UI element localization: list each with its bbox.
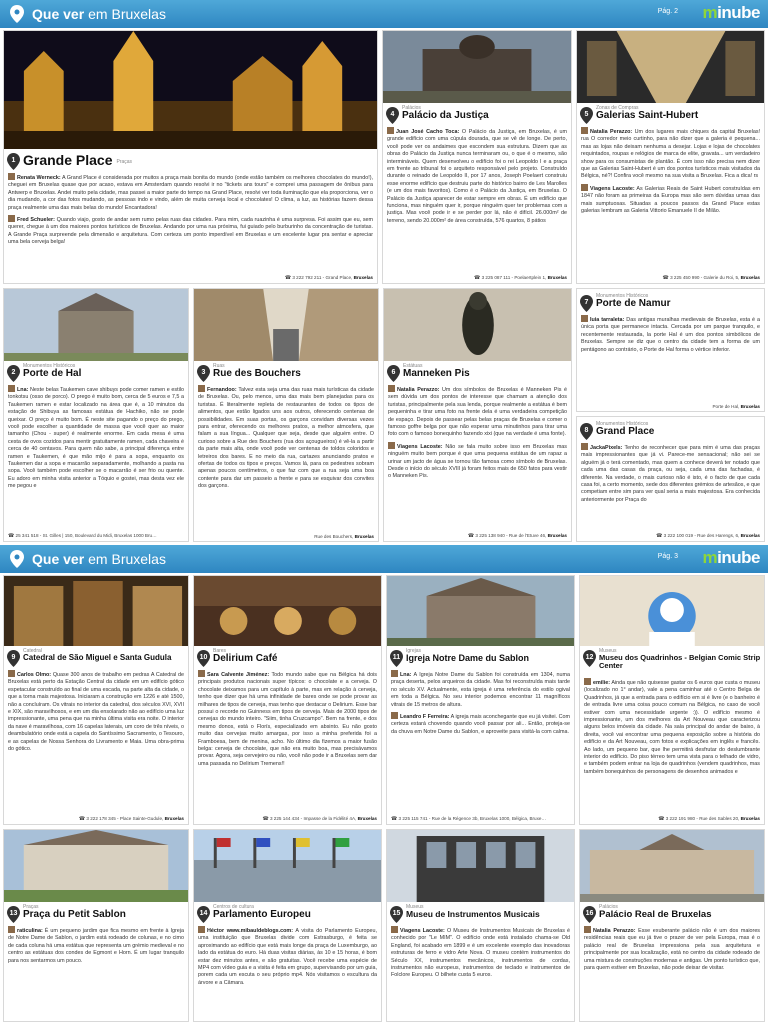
review-list: [388, 385, 567, 529]
review: Sara Calvente Jiménez: Todo mundo sabe que na Bélgica há dois principais produtos nacionais super típicos: o chocolate e a cerveja. O chocolate deixamos para um capítulo à parte, mas em relação à cerveja, tenho que dizer que há uma infinidade de bares onde se pode provar as milhares de tipos de cerveja, mas tenho que destacar o Delirium. Esse bar possui o recorde no Guinness em tipos de cerveja. Mais de 2000 tipos de cervejas do mundo inteiro. "Siim, tinha Cruzcampo". Bem na frente, e dos mesmo donos, está o Florís, especializado em absinto. Eu não gosto muito das cervejas muito amargas, por isso a minha preferida foi a Framboesa, bem de menina, acho. No último dia fizemos a maior fusão belga: cerveja de chocolate, que não era muito boa, mas precisávamos provar. Agora, seja cervejeiro ou não, você não pode ir a Bruxelas sem dar uma passada no Delirium Tremens!!: [198, 672, 377, 767]
attraction-category: Monumentos Históricos: [596, 421, 649, 427]
attraction-title: Catedral de São Miguel e Santa Gudula: [23, 653, 172, 662]
photo: [194, 289, 378, 361]
review-list: [581, 443, 760, 529]
svg-text:15: 15: [392, 910, 401, 917]
svg-text:6: 6: [391, 369, 396, 376]
attraction-card: [576, 416, 765, 542]
svg-text:5: 5: [584, 111, 589, 118]
top-banner: [0, 0, 768, 28]
attraction-card: [3, 288, 189, 542]
location-marker-icon: [7, 365, 20, 382]
attraction-title: Grande Place: [23, 152, 113, 168]
svg-text:9: 9: [11, 654, 16, 661]
attraction-category: Praças: [23, 904, 39, 910]
review: Lna: A Igreja Notre Dame du Sablon foi construída em 1304, numa praça deserta, pelos arqueiros da cidade. Mas foi reconstruída mais tarde no século XV. Actualmente, esta igreja é uma referência do estilo ogival em toda a Bélgica. No seu interior podemos encontrar 11 magníficos vitrais de 15 metros de altura.: [391, 672, 570, 708]
avatar: [581, 184, 588, 191]
attraction-title: Igreja Notre Dame du Sablon: [406, 653, 530, 663]
review-list: [198, 670, 377, 812]
photo: [387, 576, 574, 646]
review: Lna: Neste belas Taukemen cave shibuys pode comer ramen e estilo tonkotsu (osso de porco). O prego é muito bom, cerca de 5 euros e 7,5 a Taukemen ramen e estar localizado na área que é, a 10 minutos da estação de Shibuya as famosas estátua de Hachiko, não se pode queixar. O preço é muito bom. É neste site pagando o preço do prego, você pode escolher a quantidade de massa que você quer ao maior tamanho (Chou - super) é realmente enorme. Em cada mesa é uma cesta de ovos cozidos para mentir gratuitamente ramen, cada chaveira é cerca de 40 centavos. Para quem não sabe, a principal diferença entre ramen e Taukemen, é que mão mijo é para a sopa, enquanto os Taukemen dar a sopa e macarrão separadamente, molhando a pasta na sopa. Você também pode escolher se o macarrão é ser frio ou quente. Eu adoro em minha visita anterior a Tóquio e gostei, mas desta vez ele me pegou e: [8, 387, 184, 490]
attraction-title: Rue des Bouchers: [213, 368, 301, 379]
review: JackaPixels: Tenho de reconhecer que para mim é uma das praças mais impressionantes que já vi. Parece-me sensacional; não sei se alguém já o terá comentado, mas quem a conhece deverá ter notado que cada uma das casas da praça, ou seja, cada uma das fachadas, é diferente. Na verdade, o mais curioso não é isto, é o facto de que cada casa foi, a certo momento, sede dos diferentes grémios de artesãos, e que competiam entre sim para ver qual seria a mais majestosa. Era conhecida anteriormente por Praça do: [581, 445, 760, 503]
contact-footer: ☎ 3 225 144 434 - Impasse de la Fidélité 4A, Bruxelas: [262, 816, 377, 822]
location-marker-icon: [583, 906, 596, 923]
photo: [194, 576, 381, 646]
contact-footer: ☎ 25 341 518 - St. Gilles | 150, Boulevard du Midi, Bruxelas 1000 Bru…: [8, 533, 157, 539]
attraction-title: Palácio da Justiça: [402, 110, 489, 121]
avatar: [198, 670, 205, 677]
location-marker-icon: [580, 423, 593, 440]
location-marker-icon: [197, 365, 210, 382]
attraction-category: Ruas: [213, 363, 225, 369]
photo: [194, 830, 381, 902]
location-marker-icon: [390, 906, 403, 923]
attraction-category: Monumentos Históricos: [596, 293, 649, 299]
svg-text:7: 7: [584, 299, 589, 306]
review: Iuia tarraleta: Das antigas muralhas medievais de Bruxelas, esta é a única porta que permanece intacta. Cercada por um parque tranquilo, e recentemente restaurada, la porte Hal é um dos pontos simbólicos de Bruxelas. Sempre se diz que o centro da cidade tem a forma de um pentágono ao contrário, o Porte de Hal forma o vértice inferior.: [581, 317, 760, 353]
attraction-category: Igrejas: [406, 648, 422, 654]
review: Juan José Cacho Toca: O Palácio da Justiça, em Bruxelas, é um grande edifício com uma cúpula dourada, que se vê de longe. De perto, você pode ver os andaimes que escondem sua estrutura. Dizem que as obras do Palácio da Justiça nunca terminaram ou, o que é o mesmo, são intermináveis. Quem desenvolveu o edifício foi o rei Leopoldo I e a praça em frente ao tribunal foi o arquiteto responsável pelo projeto. Construído durante o reinado de Leopoldo II, por 17 anos, Joseph Poelaert construiu esse enorme edifício que destruiu parte do histórico bairro de Les Marolles (e um dos mais favoritos). Como é o Palácio da Justiça, em Bruxelas. O Palácio da Justiça aparecer de estar sempre em obras. É um edifício que funciona, mas ninguém quer ir, porque ninguém quer ter problemas com a justiça. Mas você pode ir e se perder por lá, não é difícil. 26.000m² de terreno, sendo 20.000m² de área construída, 576 quartos, 8 pátios: [387, 129, 567, 224]
phone-icon: ☎: [8, 533, 15, 539]
location-marker-icon: [7, 906, 20, 923]
attraction-category: Catedral: [23, 648, 42, 654]
attraction-card: [386, 575, 575, 825]
attraction-card: [3, 30, 378, 284]
svg-text:10: 10: [199, 654, 208, 661]
contact-footer: ☎ 3 225 450 990 - Galerie du Roi, 5, Bruxelas: [662, 275, 760, 281]
avatar: [387, 127, 394, 134]
review: emilie: Ainda que não quisesse gastar os 6 euros que custa o museu (localizado no 1° andar), vale a pena caminhar até o Centro Belga de Quadrinhos, já que a entrada para o edifício em si é livre (e o banheiro é de entrada livre uma coisa pouco comum na Bélgica, no caso de você estiver com uma necessidade urgente :)). O edifício mesmo é impressionante, um dos melhores da Art Nouveau que caracterizou alguns belos imóveis da cidade. Na sala principal do andar de baixo, à direita, você vai encontrar uma pequena exposição sobre a história do edifício e da Art Nouveau, com fotos e explicações em inglês e francês. Ao lado, um pequeno bar, que lhe permitirá desfrutar do deslumbrante interior do edifício. Do piso térreo tem uma vista para o telhado de vidro, e também podem entrar na loja de quadrinhos (vendem quadrinhos, mas também bonequinhos de personagens de desenhos animados e: [584, 680, 760, 775]
photo: [580, 576, 764, 646]
review: Viagens Lacoste: O Museu de Instrumentos Musicais de Bruxelas é conhecido por "Le MIM". O edifício onde está instalado chama-se Old England, foi acabado em 1899 e é um excelente exemplo das inovadoras estruturas de ferro e vidro Arte Nova. O museu contém instrumentos do Século XX, instrumentos mecânicos, instrumentos de cordas, instrumentos não europeus, instrumentos de teclado e instrumentos de Folclore Europeu. O bilhete custa 5 euros.: [391, 928, 570, 979]
attraction-title: Museu de Instrumentos Musicais: [406, 909, 540, 919]
location-marker-icon: [7, 650, 20, 667]
map-pin-icon: [10, 5, 24, 23]
photo: [577, 31, 764, 103]
photo: [383, 31, 571, 103]
phone-icon: ☎: [474, 275, 481, 281]
phone-icon: ☎: [467, 533, 475, 539]
location-marker-icon: [197, 650, 210, 667]
contact-footer: ☎ 3 222 100 019 - Rue des Harengs, 6, Bruxelas: [656, 533, 760, 539]
attraction-category: Praças: [116, 159, 133, 165]
map-pin-icon: [10, 550, 24, 568]
attraction-title: Delirium Café: [213, 653, 278, 664]
review-list: [8, 173, 373, 271]
avatar: [388, 385, 395, 392]
banner-title-rest: em Bruxelas: [88, 6, 166, 22]
phone-icon: ☎: [658, 816, 665, 822]
review: Héctor www.mibauldeblogs.com: A visita do Parlamento Europeu, uma instituição que Bruxelas divide com Estrasburgo, é feita se aproximando ao edifício que está mais longe da praça de Luxemburgo, ao lado da estátua do euro. Há duas visitas diárias, às 10 e 15 horas, é bom estar dez minutos antes, e são gratuitas. Você recebe uma espécie de MP4 com vídeo guia e a visita é feita em grupo, supervisando por um guia, porem cada um escuta o seu próprio mp4. Nós visitamos o escultura da árvore e a Câmara.: [198, 928, 377, 986]
review-list: [198, 926, 377, 1017]
avatar: [391, 712, 398, 719]
attraction-card: [3, 575, 189, 825]
attraction-category: Centros de cultura: [213, 904, 254, 910]
avatar: [391, 926, 398, 933]
attraction-title: Porte de Namur: [596, 298, 671, 309]
phone-icon: ☎: [656, 533, 663, 539]
phone-icon: ☎: [662, 275, 669, 281]
attraction-title: Grand Place: [596, 426, 655, 437]
location-marker-icon: [580, 107, 593, 124]
review-list: [8, 385, 184, 529]
attraction-card: [579, 829, 765, 1022]
review-list: [8, 926, 184, 1017]
avatar: [198, 385, 205, 392]
attraction-category: Bares: [213, 648, 227, 654]
svg-text:11: 11: [392, 654, 401, 661]
attraction-card: [3, 829, 189, 1022]
svg-text:12: 12: [585, 654, 594, 661]
attraction-title: Manneken Pis: [403, 368, 470, 379]
attraction-category: Estátuas: [403, 363, 423, 369]
attraction-card: [193, 288, 379, 542]
avatar: [198, 926, 205, 933]
contact-footer: ☎ 3 222 191 980 - Rue des Sables 20, Bruxelas: [658, 816, 760, 822]
review: Renata Werneck: A Grand Place é considerada por muitos a praça mais bonita do mundo (onde estão também os melhores chocolates do mundo!), cheguei em Bruxelas quase que por acaso, estava em Amsterdam quando resolvi ir no "tickets ans tours" e comprei uma passagem de ônibus para Antwerp e Bruxelas. Andei muito pela cidade, mas passei a maior parte do tempo na Grand Place, resolvi ver toda iluminação que ela proporciona, ver o dia mudando, a cor das fotos mudando, as pessoas indo e vindo, além de muita cerveja local e chocolates! O clima, a luz, as histórias fazem dessa praça realmente uma das mais belas do mundo! Encantadora!: [8, 175, 373, 211]
phone-icon: ☎: [284, 275, 292, 281]
attraction-card: [193, 575, 382, 825]
attraction-category: Palácios: [599, 904, 618, 910]
phone-icon: ☎: [391, 816, 398, 822]
photo: [384, 289, 571, 361]
attraction-title: Palácio Real de Bruxelas: [599, 909, 712, 920]
avatar: [8, 926, 15, 933]
review-list: [387, 127, 567, 271]
page-number: Pág. 3: [657, 553, 678, 560]
review-list: [391, 670, 570, 812]
attraction-title: Praça du Petit Sablon: [23, 909, 126, 920]
review: Fred Schueler: Quando viajo, gosto de andar sem rumo pelas ruas das cidades. Para mim, cada ruazinha é uma surpresa. Foi assim que eu, sem querer, chegue à um dos maiores pontos turísticos de Bruxelas. Andando por uma rua próxima, fui guiado pelo burburinho da concentração de turistas. A Grande Praça surpreende pela dimensão e arquitetura. Com certeza um ponto imperdível em Bruxelas e um excelente lugar pra sentar e apreciar uma bela cerveja belga!: [8, 217, 373, 246]
attraction-title: Parlamento Europeu: [213, 909, 311, 920]
review-list: [581, 315, 760, 399]
svg-text:16: 16: [585, 910, 594, 917]
attraction-card: [193, 829, 382, 1022]
svg-text:3: 3: [201, 369, 206, 376]
contact-footer: ☎ 3 225 138 940 - Rue de l'Etuve 46, Bruxelas: [467, 533, 567, 539]
minube-logo: minube: [702, 548, 760, 567]
attraction-title: Porte de Hal: [23, 368, 82, 379]
banner-title-bold: Que ver: [32, 551, 85, 567]
attraction-title: Galerias Saint-Hubert: [596, 110, 699, 121]
review-list: [581, 127, 760, 271]
review-list: [8, 670, 184, 812]
review-list: [198, 385, 374, 529]
location-marker-icon: [387, 365, 400, 382]
svg-text:1: 1: [11, 157, 16, 164]
avatar: [581, 443, 588, 450]
location-marker-icon: [7, 153, 20, 170]
review-list: [584, 678, 760, 812]
contact-footer: Rue des Bouchers, Bruxelas: [314, 534, 374, 539]
review-list: [584, 926, 760, 1017]
attraction-card: [576, 30, 765, 284]
contact-footer: ☎ 3 222 792 211 - Grand Place, Bruxelas: [284, 275, 373, 281]
photo: [580, 830, 764, 902]
attraction-category: Museus: [406, 904, 424, 910]
attraction-card: [579, 575, 765, 825]
bottom-banner: [0, 545, 768, 573]
svg-text:13: 13: [9, 910, 18, 917]
banner-title-bold: Que ver: [32, 6, 85, 22]
location-marker-icon: [390, 650, 403, 667]
minube-logo: minube: [702, 3, 760, 22]
avatar: [581, 315, 588, 322]
attraction-category: Monumentos Históricos: [23, 363, 76, 369]
photo: [4, 830, 188, 902]
attraction-category: Museus: [599, 648, 617, 654]
review: Viagens Lacoste: Não se fala muito sobre isso em Bruxelas mas ninguém muito bem porque é que uma pequena estátua de um rapaz a urinar um jacto de água se tornou tão famosa como símbolo de Bruxelas. Desde o início do século XVIII já foram feitos mais de 650 fatos para vestir o Manneken Pis.: [388, 443, 567, 480]
photo: [4, 576, 188, 646]
attraction-card: [386, 829, 575, 1022]
attraction-category: Zonas de Compras: [596, 105, 639, 111]
avatar: [388, 442, 395, 449]
avatar: [8, 215, 15, 222]
avatar: [584, 926, 591, 933]
banner-title-rest: em Bruxelas: [88, 551, 166, 567]
contact-footer: Porte de Hal, Bruxelas: [712, 404, 760, 409]
svg-text:14: 14: [199, 910, 208, 917]
phone-icon: ☎: [78, 816, 86, 822]
phone-icon: ☎: [262, 816, 269, 822]
contact-footer: ☎ 3 225 115 741 - Rue de la Régence 3b, Bruxelas 1000, Bélgica, Bruxe…: [391, 816, 547, 822]
location-marker-icon: [583, 650, 596, 667]
photo: [4, 31, 377, 149]
photo: [387, 830, 574, 902]
photo: [4, 289, 188, 361]
contact-footer: ☎ 3 225 087 111 - Poelaertplein 1, Bruxelas: [474, 275, 567, 281]
review: Leandro F Ferreira: A igreja mais aconchegante que eu já visitei. Com certeza estará chovendo quando você passar por ali... Então, proteja-se da chuva em Notre Dame du Sablon, e aproveite para visitá-la com calma.: [391, 714, 570, 735]
review: Fernandoo: Talvez esta seja uma das ruas mais turísticas da cidade de Bruxelas. Ou, pelo menos, uma das mais bem planejadas para os turistas. É literalmente repleta de restaurantes de todos os tipos de alimentos, que estão ligados uns aos outros, oferecendo centenas de possibilidades. Em suas portas, os garçons convidam diversas vezes para entrar, oferecendo os melhores pratos, a melhor atmosfera, que falam a sua língua... Qualquer que seja, desde que alguém entre. O curioso sobre a Rue des Bouchers (rua dos açougueiros) é vê-la a partir da parte mais alta, onde você pode ver centenas de toldos coloridos e letreiros dos bares. E no meio da rua, cartazes anunciando pratos e ofertas de todos os tipos e preços. Vamos lá, para os pedestres sobram apenas poucos centímetros, o que faz com que a rua seja uma boa contente para dar um passeio a frente e para se esquivar dos convites dos garçons.: [198, 387, 374, 490]
location-marker-icon: [197, 906, 210, 923]
review: raticulina: É um pequeno jardim que fica mesmo em frente à Igreja de Notre Dame de Sablon, o jardim está rodeado de colunas, e no cimo de cada coluna há uma estátua que representa um grémio medieval e no centro as estátuas dos condes de Egmont e Horn. É um lugar tranquilo para nos sentarmos um pouco.: [8, 928, 184, 964]
review: Viagens Lacoste: As Galerias Reais de Saint Hubert construídas em 1847 não foram as primeiras da Europa mas são sem dúvidas umas das mais sumptuosas. Situadas a poucos passos da Grand Place estas galerias lembram as Galeria Vittorio Emanuele II de Milão.: [581, 185, 760, 215]
attraction-card: [382, 30, 572, 284]
review: Natalia Perazzo: Esse exuberante palácio não é um dos maiores residências reais que eu já tive o prazer de ver pela Europa, mas é o palácio real de Bruxelas impressiona pela sua arquitetura e principalmente por sua localização, está no centro da cidade rodeado de uma mistura de construções modernas e antigas. Um ponto turístico que, para quem estiver em Bruxelas, não pode deixar de visitar.: [584, 928, 760, 972]
review: Natalia Perazzo: Um dos símbolos de Bruxelas é Manneken Pis é sem dúvida um dos pontos de interesse que chamam a atenção dos turistas, principalmente pela sua lenda, porque realmente a estátua é bem pequeninha e tirar uma foto na frente dela é uma verdadeira competição de espaço. Depois de passear pelas belas praças de Bruxelas e comer o famoso goffre belga por que não esperar uma minutinhos para tirar uma foto com o famoso bonequinho fazendo xixi (que na verdade é uma fonte).: [388, 387, 567, 438]
review: Carlos Olmo: Quase 300 anos de trabalho em pedras A Catedral de Bruxelas está perto da Estação Central da cidade em um edifício gótico espetacular construído ao final de uma escada, na parte alta da cidade, o que a torna mais majestosa. Iniciaram a construção em 1226 e até 1500, não a concluíram. Os vitrais no interior da catedral, dos séculos XVI, XVII e XIX, são maravilhosos, e em um dia ensolarado não ao edifício uma luz impressionante, uma pena que na minha última visita era noite. O interior da nave é maravilhosa, com 16 capelas laterais, um coro de três níveis, o deambulatório onde está a capela do Santíssimo Sacramento, o Tesouro, e as capelas de Nossa Senhora do Livramento e Maia. Uma obra-prima do gótico.: [8, 672, 184, 753]
location-marker-icon: [386, 107, 399, 124]
attraction-card: [576, 288, 765, 412]
contact-footer: ☎ 3 222 178 345 - Place Sainte-Gudule, Bruxelas: [78, 816, 184, 822]
attraction-card: [383, 288, 572, 542]
attraction-category: Palácios: [402, 105, 421, 111]
avatar: [8, 173, 15, 180]
svg-text:2: 2: [11, 369, 16, 376]
avatar: [8, 670, 15, 677]
avatar: [584, 678, 591, 685]
avatar: [8, 385, 15, 392]
avatar: [391, 670, 398, 677]
review-list: [391, 926, 570, 1017]
svg-text:8: 8: [584, 427, 589, 434]
review: Natalia Perazzo: Um dos lugares mais chiques da capital Bruxelas! rua O corredor meio curtinho, para não dizer que a galeria é pequena... mas as lojas não deixam nenhuma a desejar. Lojas e lojas de chocolates requintados, roupas e relógios de marca de elite, gravata... um verdadeiro show para os consumistas de plantão. É com isso não precisa nem dizer que as Galerias Saint-Hubert é um dos pontos turísticos mais visitados da Bélgica, né?! Confira você mesmo na sua visita a Bruxelas. Fica a dica! rs: [581, 129, 760, 180]
avatar: [581, 127, 588, 134]
svg-text:4: 4: [390, 111, 395, 118]
page-number: Pág. 2: [657, 8, 678, 15]
location-marker-icon: [580, 295, 593, 312]
attraction-title: Museu dos Quadrinhos - Belgian Comic Strip Center: [599, 653, 761, 670]
